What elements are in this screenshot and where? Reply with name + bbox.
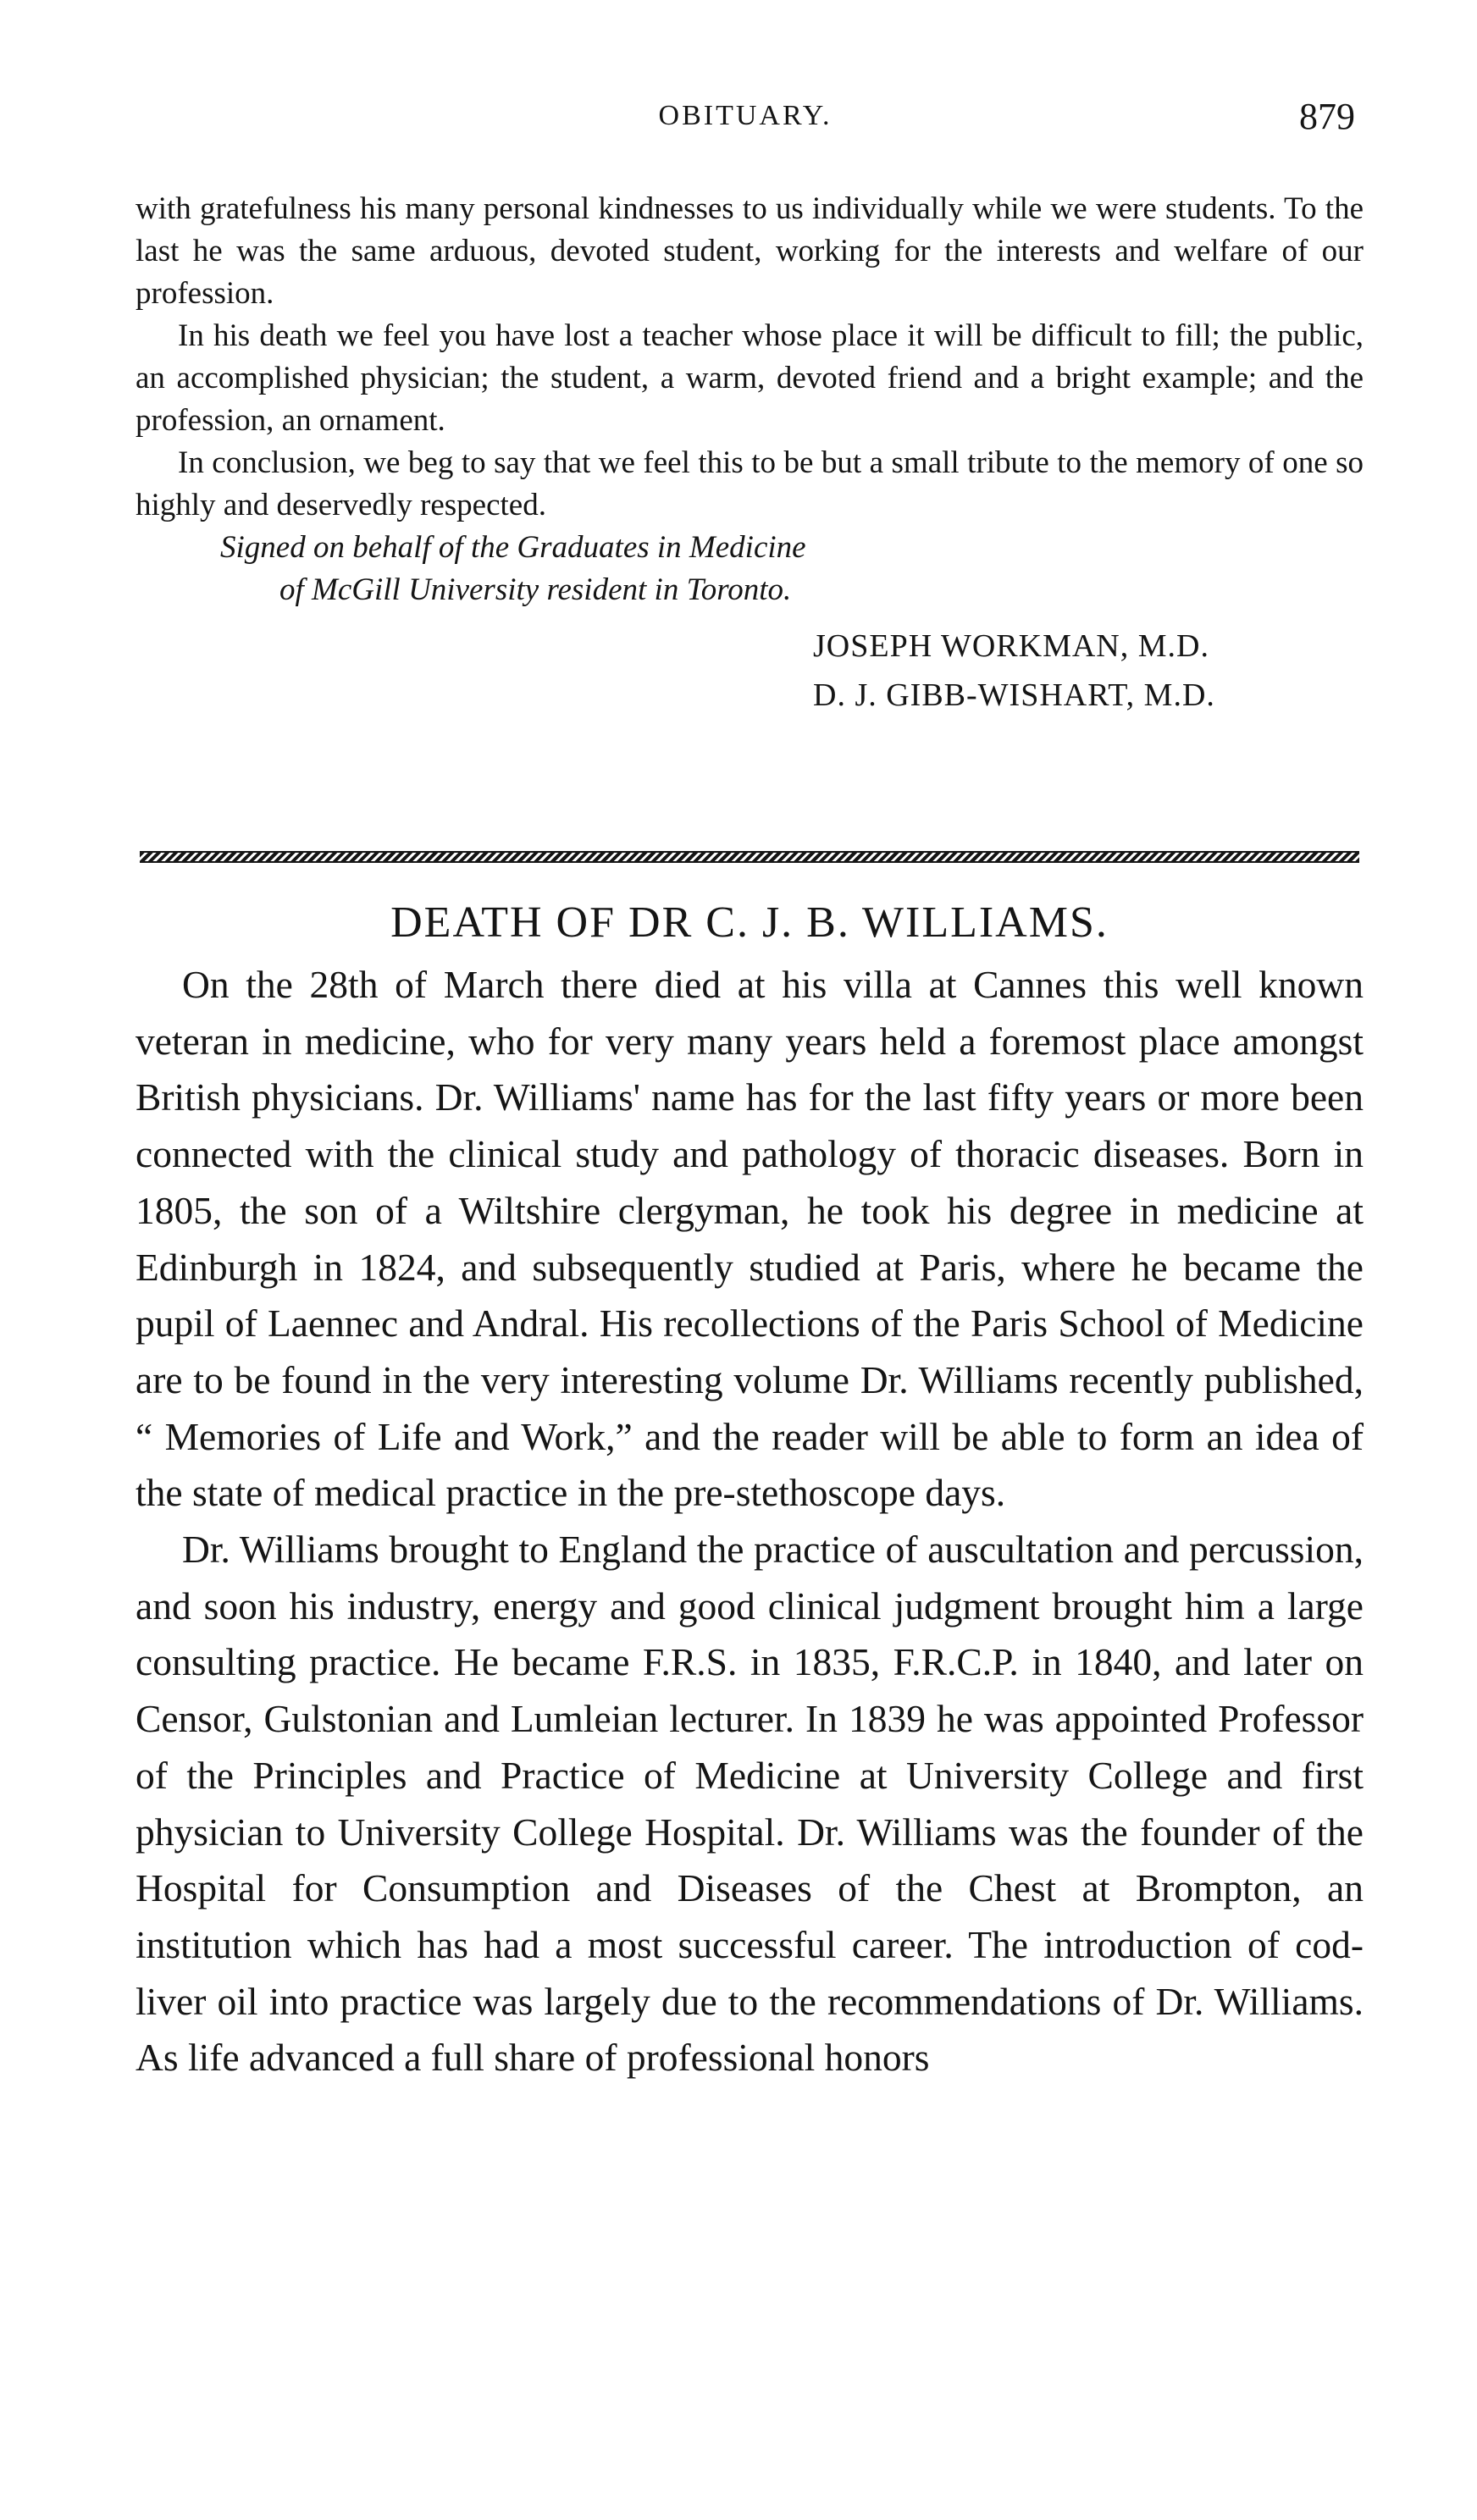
signed-line: of McGill University resident in Toronto. xyxy=(279,572,792,607)
obituary-paragraph: In conclusion, we beg to say that we feel this to be but a small tribute to the memory of one so highly and deservedly respected. xyxy=(136,445,1364,522)
obituary-paragraph: In his death we feel you have lost a teacher whose place it will be difficult to fill; the public, an accomplished physician; the student, a warm, devoted friend and a bright example; and the profession, an ornament. xyxy=(136,318,1364,438)
signed-line: Signed on behalf of the Graduates in Medicine xyxy=(220,530,806,565)
article-body xyxy=(136,957,1364,2086)
signatory: JOSEPH WORKMAN, M.D. xyxy=(813,628,1209,664)
article-paragraph: On the 28th of March there died at his villa at Cannes this well known veteran in medicine, who for very many years held a foremost place amongst British physicians. Dr. Williams' name has for the last fifty years or more been connected with the clinical study and pathology of thoracic diseases. Born in 1805, the son of a Wiltshire clergyman, he took his degree in medicine at Edinburgh in 1824, and subsequently studied at Paris, where he became the pupil of Laennec and Andral. His recollections of the Paris School of Medicine are to be found in the very interesting volume Dr. Williams recently published, “ Memories of Life and Work,” and the reader will be able to form an idea of the state of medical practice in the pre-stethoscope days. xyxy=(136,963,1364,1515)
page-number: 879 xyxy=(1299,96,1355,137)
signed-statement xyxy=(136,527,1364,611)
article-title: DEATH OF DR C. J. B. WILLIAMS. xyxy=(390,898,1109,947)
running-head xyxy=(136,96,1355,142)
signatories xyxy=(136,622,1364,720)
running-title: OBITUARY. xyxy=(658,100,833,131)
preceding-obituary xyxy=(136,188,1364,720)
article-paragraph: Dr. Williams brought to England the practice of auscultation and percussion, and soon his industry, energy and good clinical judgment brought him a large consulting practice. He became F.R.S. in 1835, F.R.C.P. in 1840, and later on Censor, Gulstonian and Lumleian lecturer. In 1839 he was appointed Professor of the Principles and Practice of Medicine at University College and first physician to University College Hospital. Dr. Williams was the founder of the Hospital for Consumption and Diseases of the Chest at Brompton, an institution which has had a most successful career. The introduction of cod-liver oil into practice was largely due to the recommendations of Dr. Williams. As life advanced a full share of professional honors xyxy=(136,1528,1364,2080)
obituary-paragraph: with gratefulness his many personal kindnesses to us individually while we were students. To the last he was the same arduous, devoted student, working for the interests and welfare of our profession. xyxy=(136,191,1364,311)
signatory: D. J. GIBB-WISHART, M.D. xyxy=(813,677,1215,713)
section-divider-rule xyxy=(140,851,1359,863)
